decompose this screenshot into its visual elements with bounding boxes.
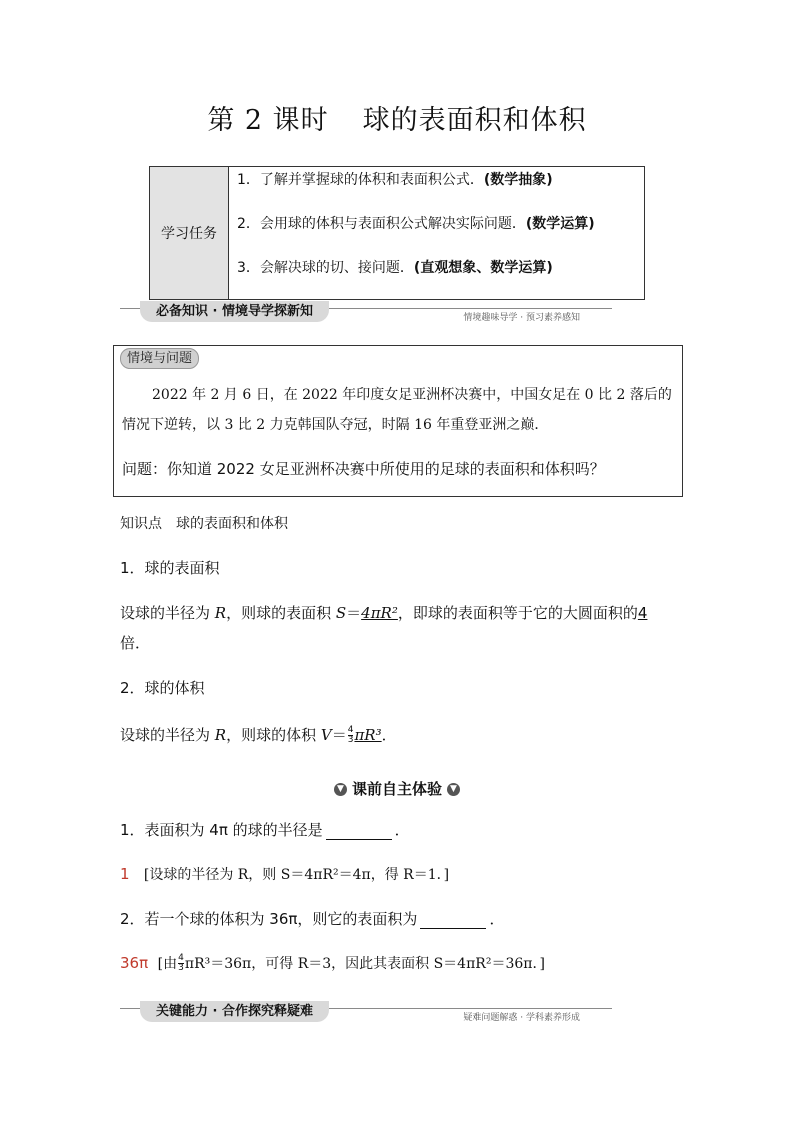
banner-subtitle: 情境趣味导学 · 预习素养感知 <box>463 313 580 323</box>
q2-text: 2．若一个球的体积为 36π，则它的表面积为 <box>120 910 418 928</box>
s1-multiple: 4 <box>637 604 648 622</box>
task-item-1-tag: (数学抽象) <box>483 172 553 188</box>
exercise-1-question <box>120 819 410 840</box>
s1-mid: ，则球的表面积 <box>226 604 336 622</box>
chevron-down-icon: ▼ <box>447 783 460 796</box>
s2-end: ． <box>381 726 397 744</box>
q1-blank <box>326 825 392 840</box>
exercise-2-question <box>120 908 504 929</box>
s2-radius-symbol: R <box>214 726 227 744</box>
task-item-1 <box>229 167 644 211</box>
task-label-cell: 学习任务 <box>150 167 229 300</box>
task-item-2-text: 2．会用球的体积与表面积公式解决实际问题． <box>237 216 526 232</box>
s1-equals: ＝ <box>346 604 362 622</box>
banner-title: 关键能力 · 合作探究释疑难 <box>140 1001 329 1022</box>
fraction-denominator: 3 <box>347 735 354 745</box>
volume-fraction <box>348 726 354 745</box>
s1-radius-symbol: R <box>214 604 227 622</box>
surface-area-end: 倍． <box>120 634 151 652</box>
surface-area-formula: 4πR² <box>361 604 398 622</box>
scenario-question: 问题：你知道 2022 女足亚洲杯决赛中所使用的足球的表面积和体积吗？ <box>122 460 605 478</box>
volume-formula <box>347 726 382 744</box>
a1-solution: [设球的半径为 R，则 S＝4πR²＝4π，得 R＝1．] <box>143 867 450 883</box>
lesson-number: 第 2 课时 <box>207 105 329 136</box>
s2-volume-symbol: V <box>320 726 332 744</box>
s2-pre: 设球的半径为 <box>120 726 215 744</box>
surface-area-formula-line <box>120 602 676 623</box>
page-title <box>0 98 794 137</box>
a2-solution-post: πR³＝36π，可得 R＝3，因此其表面积 S＝4πR²＝36π．] <box>184 956 545 972</box>
task-items-cell <box>229 167 645 300</box>
q2-end: ． <box>489 910 505 928</box>
s1-surface-symbol: S <box>335 604 347 622</box>
exercise-2-answer <box>120 953 545 973</box>
task-item-3-text: 3．会解决球的切、接问题． <box>237 260 414 276</box>
exercise-1-answer <box>120 864 449 884</box>
scenario-tag: 情境与问题 <box>120 348 199 369</box>
s1-post: ，即球的表面积等于它的大圆面积的 <box>397 604 638 622</box>
task-item-2 <box>229 211 644 255</box>
scenario-box <box>113 345 683 497</box>
preview-section-title <box>0 778 794 799</box>
a2-value: 36π <box>120 954 149 972</box>
scenario-paragraph: 2022 年 2 月 6 日，在 2022 年印度女足亚洲杯决赛中，中国女足在 0 比 2 落后的情况下逆转，以 3 比 2 力克韩国队夺冠，时隔 16 年重登亚洲之巅． <box>122 387 672 433</box>
a1-value: 1 <box>120 865 130 883</box>
a2-fraction <box>178 954 184 973</box>
q1-text: 1．表面积为 4π 的球的半径是 <box>120 821 323 839</box>
lesson-topic: 球的表面积和体积 <box>362 105 587 136</box>
q1-end: ． <box>394 821 410 839</box>
s2-mid: ，则球的体积 <box>226 726 321 744</box>
a2-fraction-denominator: 3 <box>178 963 184 973</box>
fraction-numerator: 4 <box>347 725 354 735</box>
q2-blank <box>420 914 486 929</box>
surface-area-heading: 1．球的表面积 <box>120 559 220 577</box>
chevron-down-icon: ▼ <box>334 783 347 796</box>
preview-title-text: 课前自主体验 <box>351 780 442 798</box>
task-item-2-tag: (数学运算) <box>525 216 595 232</box>
task-item-3-tag: (直观想象、数学运算) <box>413 260 553 276</box>
knowledge-heading: 知识点 球的表面积和体积 <box>120 516 288 532</box>
a2-fraction-numerator: 4 <box>178 953 184 963</box>
task-item-3 <box>229 255 644 299</box>
section-banner-knowledge <box>120 304 612 324</box>
task-item-1-text: 1．了解并掌握球的体积和表面积公式． <box>237 172 484 188</box>
volume-heading: 2．球的体积 <box>120 679 205 697</box>
s2-equals: ＝ <box>331 726 347 744</box>
section-banner-ability <box>120 1004 612 1024</box>
learning-task-table <box>149 166 645 300</box>
a2-solution-pre: [由 <box>157 956 178 972</box>
volume-formula-line <box>120 724 397 745</box>
banner-subtitle: 疑难问题解惑 · 学科素养形成 <box>463 1013 580 1023</box>
banner-title: 必备知识 · 情境导学探新知 <box>140 301 329 322</box>
s1-pre: 设球的半径为 <box>120 604 215 622</box>
volume-formula-rest: πR³ <box>354 726 382 744</box>
